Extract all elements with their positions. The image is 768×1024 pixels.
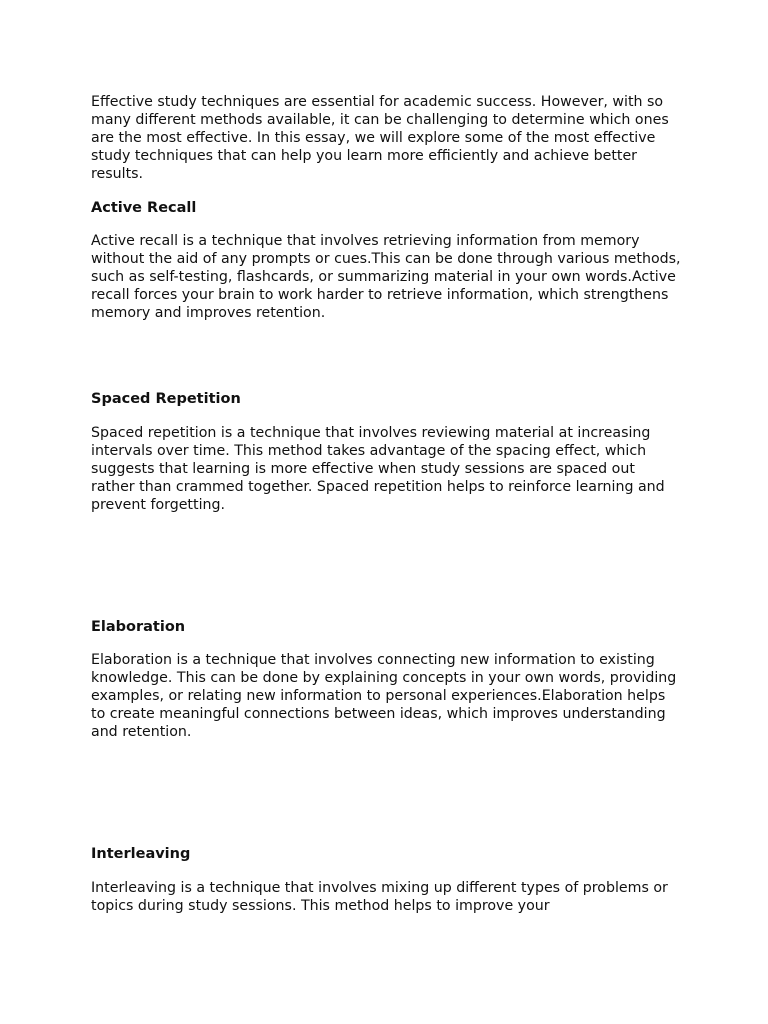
section-heading-spaced-repetition: Spaced Repetition (91, 391, 241, 407)
section-body-active-recall: Active recall is a technique that involves retrieving information from memory without the aid of any prompts or cues.This can be done through various methods, such as self-testing, flashcards, or summarizing material in your own words.Active recall forces your brain to work harder to retrieve information, which strengthens memory and improves retention. (91, 233, 681, 322)
section-heading-elaboration: Elaboration (91, 619, 186, 635)
section-heading-interleaving: Interleaving (91, 846, 191, 862)
intro-paragraph: Effective study techniques are essential for academic success. However, with so many different methods available, it can be challenging to determine which ones are the most effective. In this essay, we will explore some of the most effective study techniques that can help you learn more efficiently and achieve better results. (91, 94, 669, 183)
section-body-interleaving: Interleaving is a technique that involves mixing up different types of problems or topics during study sessions. This method helps to improve your (91, 880, 668, 915)
section-body-spaced-repetition: Spaced repetition is a technique that involves reviewing material at increasing intervals over time. This method takes advantage of the spacing effect, which suggests that learning is more effective when study sessions are spaced out rather than crammed together. Spaced repetition helps to reinforce learning and prevent forgetting. (91, 425, 665, 514)
section-heading-active-recall: Active Recall (91, 200, 197, 216)
section-body-elaboration: Elaboration is a technique that involves connecting new information to existing knowledge. This can be done by explaining concepts in your own words, providing examples, or relating new information to personal experiences.Elaboration helps to create meaningful connections between ideas, which improves understanding and retention. (91, 652, 677, 741)
